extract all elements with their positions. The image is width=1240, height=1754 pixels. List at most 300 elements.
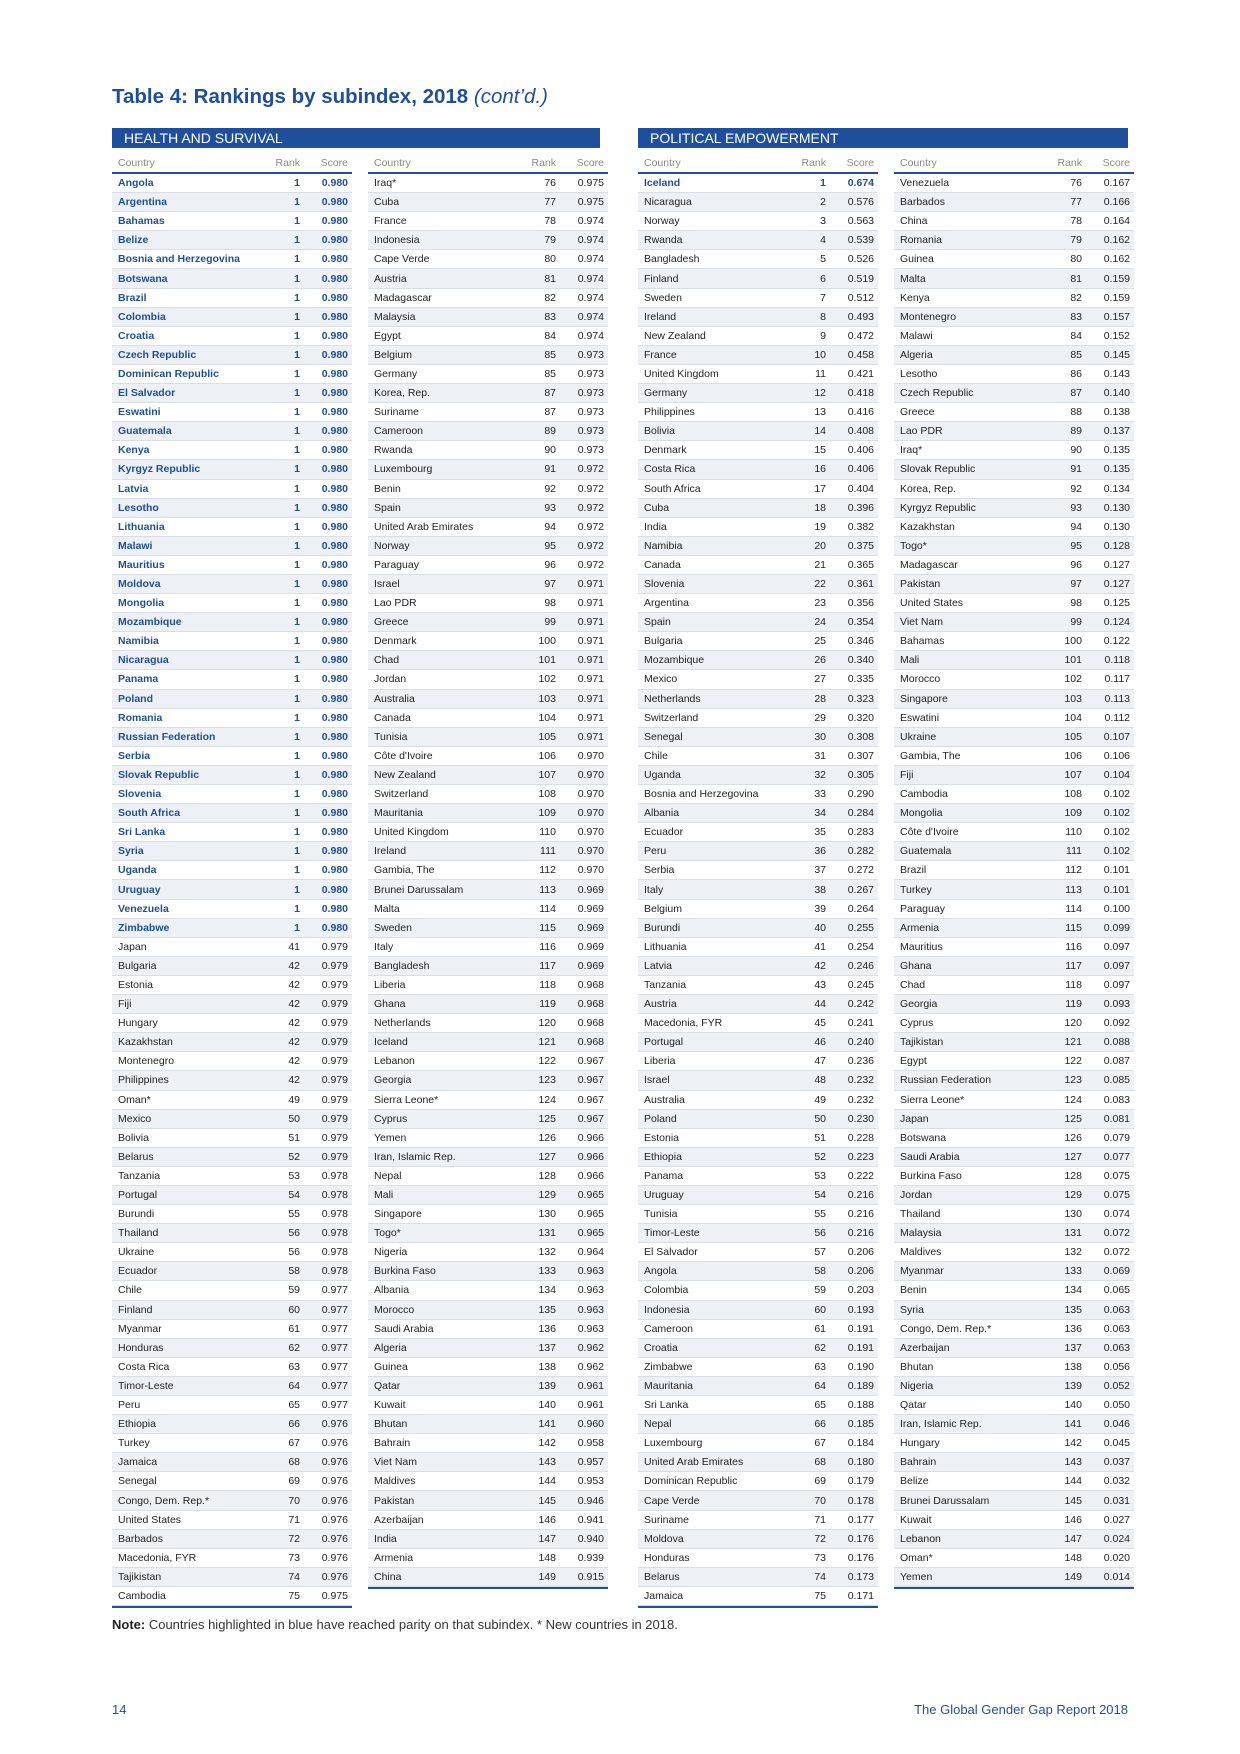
cell-score: 0.216 — [847, 1189, 874, 1202]
cell-score: 0.101 — [1103, 864, 1130, 877]
cell-country: Bolivia — [118, 1131, 149, 1144]
cell-score: 0.024 — [1103, 1532, 1130, 1545]
cell-rank: 60 — [288, 1303, 300, 1316]
cell-rank: 41 — [814, 940, 826, 953]
cell-country: Angola — [118, 177, 154, 190]
table-row — [638, 1568, 878, 1587]
table-row — [368, 1091, 608, 1110]
cell-score: 0.979 — [321, 998, 348, 1011]
cell-rank: 112 — [539, 864, 556, 877]
cell-rank: 53 — [288, 1169, 300, 1182]
cell-score: 0.941 — [577, 1513, 604, 1526]
table-row — [638, 384, 878, 403]
cell-country: Togo* — [900, 539, 927, 552]
cell-rank: 135 — [538, 1303, 556, 1316]
cell-score: 0.980 — [321, 291, 348, 304]
cell-country: Ethiopia — [644, 1150, 682, 1163]
cell-country: Malaysia — [374, 310, 416, 323]
table-row — [638, 1320, 878, 1339]
cell-country: Macedonia, FYR — [118, 1551, 197, 1564]
table-row — [112, 1511, 352, 1530]
cell-rank: 25 — [814, 635, 826, 648]
cell-country: Mongolia — [118, 597, 165, 610]
cell-country: Peru — [644, 845, 667, 858]
table-row — [894, 728, 1134, 747]
cell-score: 0.206 — [847, 1246, 874, 1259]
cell-rank: 52 — [288, 1150, 300, 1163]
table-row — [112, 1320, 352, 1339]
cell-rank: 79 — [544, 234, 556, 247]
cell-score: 0.063 — [1103, 1303, 1130, 1316]
table-row — [638, 499, 878, 518]
cell-rank: 58 — [814, 1265, 826, 1278]
cell-score: 0.264 — [847, 902, 874, 915]
cell-score: 0.968 — [577, 1036, 604, 1049]
table-row — [112, 766, 352, 785]
cell-score: 0.272 — [847, 864, 874, 877]
cell-country: Korea, Rep. — [900, 482, 957, 495]
cell-rank: 90 — [544, 444, 556, 457]
table-row — [368, 1129, 608, 1148]
table-row — [638, 1186, 878, 1205]
table-row — [368, 842, 608, 861]
cell-score: 0.085 — [1103, 1074, 1130, 1087]
cell-rank: 115 — [539, 921, 556, 934]
cell-country: Germany — [374, 367, 418, 380]
cell-score: 0.099 — [1103, 921, 1130, 934]
cell-rank: 1 — [294, 253, 300, 266]
cell-country: Togo* — [374, 1227, 401, 1240]
table-row — [638, 747, 878, 766]
table-row — [368, 1434, 608, 1453]
cell-rank: 50 — [814, 1112, 826, 1125]
cell-rank: 83 — [544, 310, 556, 323]
cell-score: 0.173 — [847, 1570, 874, 1583]
table-row — [894, 460, 1134, 479]
cell-score: 0.976 — [321, 1494, 348, 1507]
cell-score: 0.106 — [1103, 749, 1130, 762]
cell-score: 0.180 — [847, 1456, 874, 1469]
table-row — [368, 231, 608, 250]
cell-country: Bhutan — [374, 1418, 408, 1431]
cell-country: Netherlands — [374, 1017, 431, 1030]
cell-rank: 106 — [538, 749, 556, 762]
table-row — [368, 575, 608, 594]
table-row — [894, 1071, 1134, 1090]
cell-rank: 2 — [820, 196, 826, 209]
header-country: Country — [118, 157, 155, 169]
cell-country: Lao PDR — [374, 597, 417, 610]
cell-score: 0.971 — [577, 711, 604, 724]
table-column — [368, 152, 608, 1589]
page-title — [112, 85, 548, 109]
cell-score: 0.117 — [1104, 673, 1130, 686]
table-row — [368, 766, 608, 785]
cell-rank: 50 — [288, 1112, 300, 1125]
cell-score: 0.973 — [577, 444, 604, 457]
cell-rank: 95 — [544, 539, 556, 552]
cell-score: 0.961 — [577, 1399, 604, 1412]
cell-rank: 58 — [288, 1265, 300, 1278]
cell-score: 0.127 — [1103, 558, 1130, 571]
cell-score: 0.972 — [577, 482, 604, 495]
cell-rank: 84 — [1070, 329, 1082, 342]
cell-score: 0.974 — [577, 329, 604, 342]
cell-score: 0.127 — [1103, 578, 1130, 591]
table-row — [638, 1205, 878, 1224]
table-row — [638, 976, 878, 995]
table-row — [638, 1167, 878, 1186]
table-row — [894, 327, 1134, 346]
table-row — [368, 976, 608, 995]
cell-score: 0.152 — [1103, 329, 1130, 342]
table-row — [638, 632, 878, 651]
cell-rank: 126 — [538, 1131, 556, 1144]
table-row — [368, 480, 608, 499]
cell-score: 0.966 — [577, 1169, 604, 1182]
cell-score: 0.031 — [1103, 1494, 1130, 1507]
cell-score: 0.020 — [1103, 1551, 1130, 1564]
cell-rank: 29 — [814, 711, 826, 724]
table-row — [638, 1281, 878, 1300]
table-row — [368, 728, 608, 747]
cell-score: 0.290 — [847, 788, 874, 801]
cell-score: 0.963 — [577, 1322, 604, 1335]
cell-country: Belgium — [644, 902, 682, 915]
cell-score: 0.081 — [1103, 1112, 1130, 1125]
cell-rank: 1 — [294, 768, 300, 781]
cell-score: 0.107 — [1103, 730, 1130, 743]
cell-score: 0.969 — [577, 959, 604, 972]
cell-rank: 141 — [538, 1418, 556, 1431]
cell-country: Cameroon — [644, 1322, 694, 1335]
cell-country: Georgia — [900, 998, 938, 1011]
table-row — [894, 403, 1134, 422]
table-row — [894, 766, 1134, 785]
cell-country: Syria — [900, 1303, 924, 1316]
cell-score: 0.975 — [577, 177, 604, 190]
cell-country: Kuwait — [900, 1513, 932, 1526]
cell-score: 0.404 — [847, 482, 874, 495]
table-row — [638, 1262, 878, 1281]
cell-country: Iran, Islamic Rep. — [374, 1150, 456, 1163]
cell-rank: 93 — [544, 501, 556, 514]
cell-country: Gambia, The — [900, 749, 961, 762]
cell-country: Denmark — [374, 635, 417, 648]
table-row — [368, 499, 608, 518]
cell-rank: 1 — [294, 578, 300, 591]
table-row — [894, 518, 1134, 537]
cell-rank: 137 — [538, 1341, 556, 1354]
cell-country: Georgia — [374, 1074, 412, 1087]
cell-rank: 9 — [820, 329, 826, 342]
table-row — [112, 365, 352, 384]
cell-score: 0.974 — [577, 310, 604, 323]
cell-rank: 134 — [538, 1284, 556, 1297]
table-row — [638, 1491, 878, 1510]
cell-country: Ethiopia — [118, 1418, 156, 1431]
cell-rank: 128 — [538, 1169, 556, 1182]
cell-country: Colombia — [118, 310, 166, 323]
cell-country: Venezuela — [900, 177, 950, 190]
cell-rank: 133 — [1064, 1265, 1082, 1278]
table-row — [894, 670, 1134, 689]
table-rows — [368, 174, 608, 1589]
cell-country: Armenia — [374, 1551, 414, 1564]
cell-country: Armenia — [900, 921, 940, 934]
table-row — [368, 1415, 608, 1434]
table-row — [638, 1033, 878, 1052]
cell-rank: 1 — [294, 845, 300, 858]
table-row — [638, 1014, 878, 1033]
table-row — [638, 537, 878, 556]
table-row — [894, 1472, 1134, 1491]
cell-country: Chile — [644, 749, 668, 762]
header-country: Country — [374, 157, 411, 169]
table-row — [638, 938, 878, 957]
cell-country: Kenya — [900, 291, 930, 304]
table-row — [894, 1129, 1134, 1148]
cell-rank: 1 — [820, 177, 826, 190]
table-row — [112, 613, 352, 632]
cell-rank: 121 — [1064, 1036, 1082, 1049]
table-row — [112, 289, 352, 308]
table-row — [112, 1243, 352, 1262]
cell-country: Eswatini — [118, 406, 161, 419]
cell-score: 0.375 — [847, 539, 874, 552]
cell-rank: 82 — [1070, 291, 1082, 304]
note-label: Note: — [112, 1617, 146, 1632]
table-row — [112, 1129, 352, 1148]
table-row — [368, 1167, 608, 1186]
cell-rank: 107 — [1064, 768, 1082, 781]
cell-country: Korea, Rep. — [374, 387, 431, 400]
table-row — [894, 957, 1134, 976]
table-row — [112, 594, 352, 613]
cell-score: 0.970 — [577, 749, 604, 762]
cell-score: 0.970 — [577, 864, 604, 877]
cell-rank: 105 — [1064, 730, 1082, 743]
cell-score: 0.969 — [577, 902, 604, 915]
cell-rank: 1 — [294, 387, 300, 400]
cell-score: 0.971 — [577, 692, 604, 705]
table-row — [368, 670, 608, 689]
cell-rank: 95 — [1070, 539, 1082, 552]
table-row — [894, 441, 1134, 460]
cell-score: 0.976 — [321, 1418, 348, 1431]
table-row — [638, 365, 878, 384]
cell-country: Italy — [644, 883, 664, 896]
cell-country: China — [374, 1570, 402, 1583]
cell-country: Pakistan — [900, 578, 941, 591]
cell-rank: 42 — [288, 959, 300, 972]
table-row — [112, 1014, 352, 1033]
table-row — [894, 1491, 1134, 1510]
cell-score: 0.978 — [321, 1227, 348, 1240]
cell-score: 0.340 — [847, 654, 874, 667]
cell-rank: 7 — [820, 291, 826, 304]
cell-score: 0.354 — [847, 616, 874, 629]
cell-country: Mauritius — [118, 558, 165, 571]
cell-score: 0.968 — [577, 998, 604, 1011]
cell-rank: 1 — [294, 730, 300, 743]
table-column — [638, 152, 878, 1608]
cell-rank: 1 — [294, 520, 300, 533]
cell-country: United States — [118, 1513, 182, 1526]
cell-rank: 89 — [544, 425, 556, 438]
section-header-political: POLITICAL EMPOWERMENT — [638, 128, 1128, 148]
table-row — [894, 804, 1134, 823]
cell-score: 0.980 — [321, 482, 348, 495]
table-row — [368, 1110, 608, 1129]
table-row — [894, 308, 1134, 327]
cell-country: Slovenia — [644, 578, 685, 591]
cell-rank: 85 — [544, 348, 556, 361]
cell-score: 0.971 — [577, 578, 604, 591]
cell-country: Paraguay — [900, 902, 945, 915]
cell-country: Belarus — [118, 1150, 154, 1163]
cell-country: Uruguay — [644, 1189, 684, 1202]
table-row — [894, 346, 1134, 365]
cell-country: Costa Rica — [644, 463, 696, 476]
table-row — [112, 1071, 352, 1090]
cell-score: 0.980 — [321, 616, 348, 629]
cell-rank: 1 — [294, 864, 300, 877]
table-row — [112, 842, 352, 861]
table-row — [112, 231, 352, 250]
cell-score: 0.963 — [577, 1284, 604, 1297]
cell-score: 0.356 — [847, 597, 874, 610]
table-row — [638, 823, 878, 842]
cell-rank: 63 — [288, 1360, 300, 1373]
cell-country: Rwanda — [374, 444, 413, 457]
cell-country: Yemen — [374, 1131, 407, 1144]
cell-country: Azerbaijan — [374, 1513, 424, 1526]
cell-rank: 53 — [814, 1169, 826, 1182]
table-row — [638, 518, 878, 537]
cell-rank: 83 — [1070, 310, 1082, 323]
cell-country: Greece — [374, 616, 409, 629]
cell-rank: 131 — [1064, 1227, 1082, 1240]
cell-rank: 104 — [538, 711, 556, 724]
cell-rank: 139 — [1064, 1379, 1082, 1392]
table-row — [368, 632, 608, 651]
cell-score: 0.971 — [577, 673, 604, 686]
table-row — [894, 1301, 1134, 1320]
table-row — [894, 995, 1134, 1014]
cell-rank: 122 — [538, 1055, 556, 1068]
table-row — [112, 1396, 352, 1415]
cell-score: 0.093 — [1103, 998, 1130, 1011]
cell-score: 0.185 — [847, 1418, 874, 1431]
cell-rank: 36 — [814, 845, 826, 858]
table-row — [638, 1339, 878, 1358]
cell-score: 0.396 — [847, 501, 874, 514]
cell-country: Timor-Leste — [118, 1379, 174, 1392]
cell-score: 0.939 — [577, 1551, 604, 1564]
cell-rank: 72 — [288, 1532, 300, 1545]
table-row — [112, 1281, 352, 1300]
cell-score: 0.976 — [321, 1551, 348, 1564]
table-row — [368, 1071, 608, 1090]
table-row — [112, 709, 352, 728]
cell-rank: 47 — [814, 1055, 826, 1068]
cell-country: Dominican Republic — [644, 1475, 738, 1488]
cell-country: Brazil — [900, 864, 927, 877]
cell-rank: 118 — [1065, 978, 1082, 991]
cell-score: 0.335 — [847, 673, 874, 686]
cell-country: Oman* — [900, 1551, 933, 1564]
cell-score: 0.157 — [1103, 310, 1130, 323]
cell-rank: 111 — [1066, 845, 1082, 858]
cell-rank: 1 — [294, 215, 300, 228]
cell-country: Ghana — [374, 998, 406, 1011]
cell-country: Eswatini — [900, 711, 940, 724]
cell-rank: 111 — [540, 845, 556, 858]
cell-rank: 63 — [814, 1360, 826, 1373]
cell-rank: 100 — [538, 635, 556, 648]
table-row — [112, 976, 352, 995]
cell-rank: 112 — [1065, 864, 1082, 877]
cell-score: 0.980 — [321, 444, 348, 457]
cell-country: Mozambique — [118, 616, 182, 629]
cell-rank: 120 — [1064, 1017, 1082, 1030]
cell-rank: 1 — [294, 788, 300, 801]
table-row — [112, 632, 352, 651]
cell-country: United Arab Emirates — [644, 1456, 744, 1469]
cell-country: Barbados — [900, 196, 945, 209]
cell-rank: 109 — [538, 807, 556, 820]
cell-score: 0.973 — [577, 406, 604, 419]
cell-rank: 46 — [814, 1036, 826, 1049]
cell-country: Kenya — [118, 444, 150, 457]
cell-country: Algeria — [374, 1341, 407, 1354]
table-row — [112, 995, 352, 1014]
cell-country: Australia — [644, 1093, 685, 1106]
cell-rank: 80 — [544, 253, 556, 266]
cell-country: Iceland — [374, 1036, 408, 1049]
cell-score: 0.140 — [1103, 387, 1130, 400]
cell-score: 0.138 — [1103, 406, 1130, 419]
cell-country: Burkina Faso — [374, 1265, 436, 1278]
cell-score: 0.979 — [321, 1131, 348, 1144]
cell-country: El Salvador — [118, 387, 176, 400]
table-row — [368, 709, 608, 728]
cell-rank: 49 — [814, 1093, 826, 1106]
cell-rank: 118 — [539, 978, 556, 991]
header-score: Score — [320, 157, 348, 169]
table-row — [112, 651, 352, 670]
cell-score: 0.493 — [847, 310, 874, 323]
cell-score: 0.969 — [577, 940, 604, 953]
cell-rank: 92 — [544, 482, 556, 495]
cell-rank: 20 — [814, 539, 826, 552]
cell-country: Liberia — [644, 1055, 676, 1068]
cell-country: Bahrain — [900, 1456, 937, 1469]
cell-country: Qatar — [900, 1399, 927, 1412]
cell-rank: 74 — [288, 1570, 300, 1583]
table-row — [112, 919, 352, 938]
cell-score: 0.190 — [847, 1360, 874, 1373]
table-row — [112, 1434, 352, 1453]
table-row — [638, 422, 878, 441]
cell-score: 0.975 — [321, 1589, 348, 1602]
cell-country: Lebanon — [900, 1532, 941, 1545]
cell-country: Moldova — [118, 578, 161, 591]
cell-rank: 76 — [544, 177, 556, 190]
cell-rank: 127 — [1064, 1150, 1082, 1163]
cell-score: 0.416 — [847, 406, 874, 419]
